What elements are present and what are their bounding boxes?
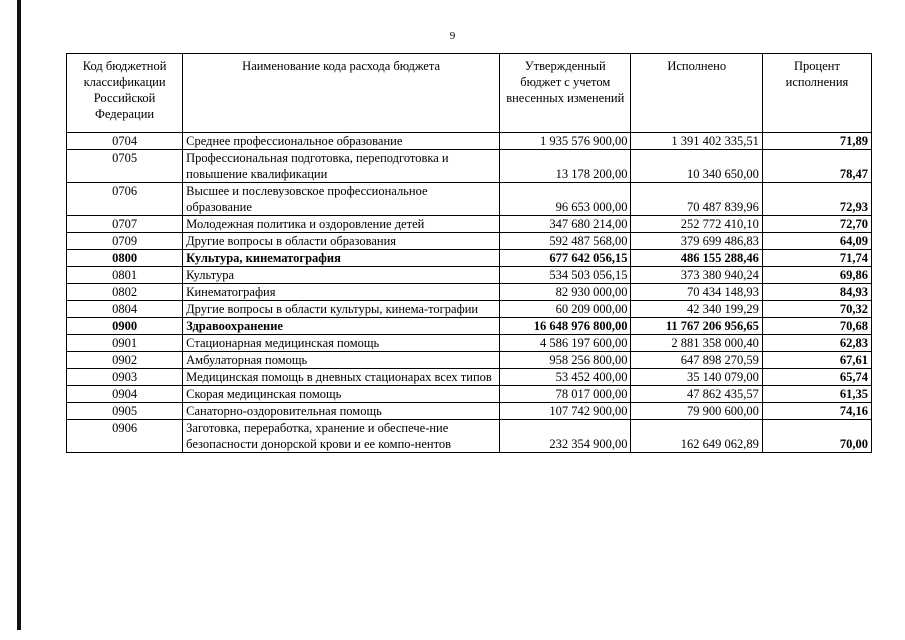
row-percent: 78,47 bbox=[762, 150, 871, 183]
row-percent: 69,86 bbox=[762, 267, 871, 284]
table-body bbox=[67, 133, 872, 453]
row-approved: 958 256 800,00 bbox=[500, 352, 631, 369]
table-row bbox=[67, 403, 872, 420]
row-approved: 16 648 976 800,00 bbox=[500, 318, 631, 335]
row-approved: 53 452 400,00 bbox=[500, 369, 631, 386]
row-name: Кинематография bbox=[183, 284, 500, 301]
row-code: 0704 bbox=[67, 133, 183, 150]
row-approved: 60 209 000,00 bbox=[500, 301, 631, 318]
row-executed: 252 772 410,10 bbox=[631, 216, 762, 233]
budget-table bbox=[66, 53, 872, 453]
row-percent: 70,32 bbox=[762, 301, 871, 318]
table-row bbox=[67, 233, 872, 250]
row-code: 0901 bbox=[67, 335, 183, 352]
row-executed: 162 649 062,89 bbox=[631, 420, 762, 453]
scan-edge-border bbox=[17, 0, 21, 630]
table-header-row bbox=[67, 54, 872, 133]
page-number: 9 bbox=[449, 30, 456, 42]
row-percent: 64,09 bbox=[762, 233, 871, 250]
row-executed: 647 898 270,59 bbox=[631, 352, 762, 369]
row-code: 0902 bbox=[67, 352, 183, 369]
row-percent: 70,68 bbox=[762, 318, 871, 335]
row-approved: 347 680 214,00 bbox=[500, 216, 631, 233]
row-executed: 42 340 199,29 bbox=[631, 301, 762, 318]
row-name: Другие вопросы в области образования bbox=[183, 233, 500, 250]
row-name: Медицинская помощь в дневных стационарах всех типов bbox=[183, 369, 500, 386]
row-executed: 486 155 288,46 bbox=[631, 250, 762, 267]
table-row bbox=[67, 420, 872, 453]
row-code: 0709 bbox=[67, 233, 183, 250]
row-executed: 2 881 358 000,40 bbox=[631, 335, 762, 352]
row-percent: 74,16 bbox=[762, 403, 871, 420]
row-percent: 67,61 bbox=[762, 352, 871, 369]
row-name: Стационарная медицинская помощь bbox=[183, 335, 500, 352]
row-executed: 10 340 650,00 bbox=[631, 150, 762, 183]
row-executed: 47 862 435,57 bbox=[631, 386, 762, 403]
row-percent: 72,93 bbox=[762, 183, 871, 216]
header-percent: Процент исполнения bbox=[762, 54, 871, 133]
row-code: 0904 bbox=[67, 386, 183, 403]
row-name: Высшее и послевузовское профессиональное образование bbox=[183, 183, 500, 216]
row-percent: 61,35 bbox=[762, 386, 871, 403]
row-approved: 534 503 056,15 bbox=[500, 267, 631, 284]
row-approved: 107 742 900,00 bbox=[500, 403, 631, 420]
row-percent: 71,74 bbox=[762, 250, 871, 267]
header-code: Код бюджетной классификации Российской Федерации bbox=[67, 54, 183, 133]
row-code: 0905 bbox=[67, 403, 183, 420]
row-code: 0707 bbox=[67, 216, 183, 233]
table-row bbox=[67, 133, 872, 150]
row-code: 0903 bbox=[67, 369, 183, 386]
row-executed: 79 900 600,00 bbox=[631, 403, 762, 420]
row-percent: 72,70 bbox=[762, 216, 871, 233]
row-name: Среднее профессиональное образование bbox=[183, 133, 500, 150]
table-row bbox=[67, 352, 872, 369]
row-name: Молодежная политика и оздоровление детей bbox=[183, 216, 500, 233]
row-percent: 65,74 bbox=[762, 369, 871, 386]
row-executed: 1 391 402 335,51 bbox=[631, 133, 762, 150]
row-name: Профессиональная подготовка, переподготовка и повышение квалификации bbox=[183, 150, 500, 183]
row-executed: 35 140 079,00 bbox=[631, 369, 762, 386]
row-executed: 70 487 839,96 bbox=[631, 183, 762, 216]
row-name: Санаторно-оздоровительная помощь bbox=[183, 403, 500, 420]
table-row bbox=[67, 386, 872, 403]
table-row bbox=[67, 369, 872, 386]
row-code: 0705 bbox=[67, 150, 183, 183]
row-code: 0804 bbox=[67, 301, 183, 318]
row-approved: 96 653 000,00 bbox=[500, 183, 631, 216]
row-executed: 379 699 486,83 bbox=[631, 233, 762, 250]
header-approved: Утвержденный бюджет с учетом внесенных изменений bbox=[500, 54, 631, 133]
row-name: Здравоохранение bbox=[183, 318, 500, 335]
row-percent: 71,89 bbox=[762, 133, 871, 150]
row-code: 0706 bbox=[67, 183, 183, 216]
row-approved: 592 487 568,00 bbox=[500, 233, 631, 250]
table-row bbox=[67, 335, 872, 352]
row-approved: 78 017 000,00 bbox=[500, 386, 631, 403]
row-approved: 82 930 000,00 bbox=[500, 284, 631, 301]
row-code: 0800 bbox=[67, 250, 183, 267]
row-code: 0802 bbox=[67, 284, 183, 301]
row-name: Культура bbox=[183, 267, 500, 284]
row-percent: 62,83 bbox=[762, 335, 871, 352]
row-approved: 1 935 576 900,00 bbox=[500, 133, 631, 150]
row-approved: 4 586 197 600,00 bbox=[500, 335, 631, 352]
row-percent: 84,93 bbox=[762, 284, 871, 301]
row-executed: 373 380 940,24 bbox=[631, 267, 762, 284]
row-name: Скорая медицинская помощь bbox=[183, 386, 500, 403]
table-row bbox=[67, 250, 872, 267]
row-name: Другие вопросы в области культуры, кинема-тографии bbox=[183, 301, 500, 318]
table-row bbox=[67, 183, 872, 216]
header-executed: Исполнено bbox=[631, 54, 762, 133]
header-name: Наименование кода расхода бюджета bbox=[183, 54, 500, 133]
table-row bbox=[67, 267, 872, 284]
table-row bbox=[67, 216, 872, 233]
row-name: Заготовка, переработка, хранение и обеспече-ние безопасности донорской крови и ее компо-нентов bbox=[183, 420, 500, 453]
row-approved: 677 642 056,15 bbox=[500, 250, 631, 267]
row-executed: 70 434 148,93 bbox=[631, 284, 762, 301]
row-approved: 13 178 200,00 bbox=[500, 150, 631, 183]
row-code: 0900 bbox=[67, 318, 183, 335]
row-executed: 11 767 206 956,65 bbox=[631, 318, 762, 335]
row-name: Амбулаторная помощь bbox=[183, 352, 500, 369]
table-row bbox=[67, 301, 872, 318]
row-code: 0906 bbox=[67, 420, 183, 453]
row-code: 0801 bbox=[67, 267, 183, 284]
row-name: Культура, кинематография bbox=[183, 250, 500, 267]
row-approved: 232 354 900,00 bbox=[500, 420, 631, 453]
row-percent: 70,00 bbox=[762, 420, 871, 453]
table-row bbox=[67, 284, 872, 301]
table-row bbox=[67, 150, 872, 183]
table-row bbox=[67, 318, 872, 335]
